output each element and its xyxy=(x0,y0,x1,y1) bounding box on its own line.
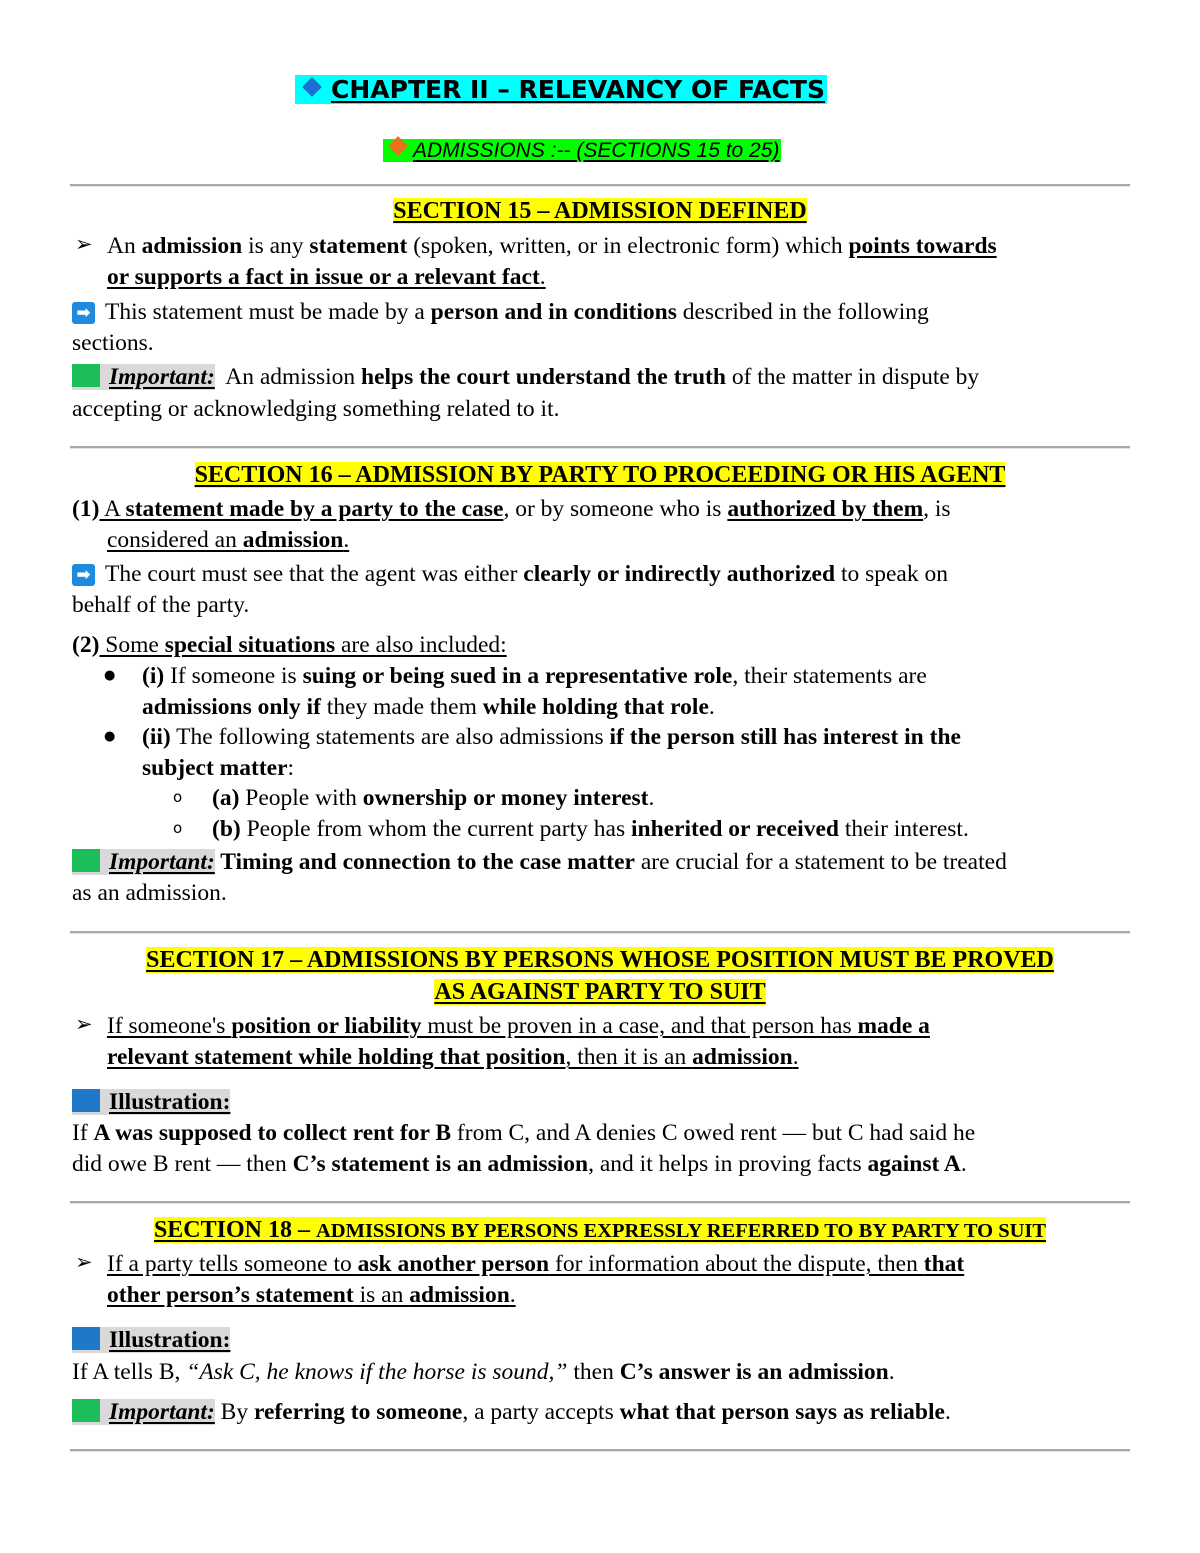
text-run: other person’s statement xyxy=(107,1282,354,1308)
text-run: The court must see that the agent was either xyxy=(105,561,524,587)
text-run: from C, and A denies C owed rent — but C had said he xyxy=(451,1120,976,1146)
section-18-heading xyxy=(70,1214,1130,1247)
important-label xyxy=(72,849,215,875)
text-run: Some xyxy=(99,632,165,658)
text-run: If A tells B, xyxy=(72,1359,187,1385)
text-run: admission xyxy=(242,527,344,553)
text-run: A was supposed to collect rent for B xyxy=(93,1120,452,1146)
text-run: authorized by them xyxy=(727,496,924,522)
text-run: , and it helps in proving facts xyxy=(588,1151,868,1177)
text-run: Important: xyxy=(109,849,215,875)
chapter-subtitle-text: ADMISSIONS :-- (SECTIONS 15 to 25) xyxy=(413,139,780,162)
text-run: . xyxy=(960,1151,967,1177)
text-run: position or liability xyxy=(231,1013,422,1039)
text-run: , or by someone who is xyxy=(503,496,728,522)
text-run: described in the following xyxy=(676,299,929,325)
s16-note-line2 xyxy=(72,590,249,621)
s16-important-line1 xyxy=(72,847,1007,878)
text-run: must be proven in a case, and that person has xyxy=(421,1013,858,1039)
text-run: accepting or acknowledging something related to it. xyxy=(72,396,560,422)
bullet-icon: ● xyxy=(104,668,116,683)
text-run: inherited or received xyxy=(631,816,839,842)
text-run: behalf of the party. xyxy=(72,592,250,618)
text-run: Illustration: xyxy=(109,1089,231,1115)
text-run: for information about the dispute, then xyxy=(549,1251,924,1277)
text-run: , their statements are xyxy=(732,663,927,689)
text-run: that xyxy=(923,1251,965,1277)
text-run: admissions only if xyxy=(142,694,321,720)
blue-diamond-icon xyxy=(302,77,322,97)
text-run: If someone is xyxy=(164,663,303,689)
text-run: while holding that role xyxy=(482,694,709,720)
arrow-bullet-icon: ➢ xyxy=(75,232,93,256)
text-run: By xyxy=(214,1399,254,1425)
chapter-title-text: CHAPTER II – RELEVANCY OF FACTS xyxy=(331,75,825,104)
text-run: sections. xyxy=(72,330,154,356)
text-run: Important: xyxy=(109,364,215,390)
green-square-icon xyxy=(72,1399,100,1422)
text-run: they made them xyxy=(320,694,483,720)
chapter-subtitle-highlight xyxy=(383,139,781,162)
right-arrow-icon: ➡ xyxy=(72,302,95,324)
text-run: of the matter in dispute by xyxy=(725,364,980,390)
text-run: did owe B rent — then xyxy=(72,1151,293,1177)
text-run: If xyxy=(72,1120,94,1146)
orange-diamond-icon xyxy=(388,136,408,156)
s16-clause1-line1 xyxy=(72,494,951,525)
text-run: are also included: xyxy=(335,632,507,658)
text-run: (1) xyxy=(72,496,100,522)
s15-important-line2 xyxy=(72,394,559,425)
text-run: “Ask C, he knows if the horse is sound,” xyxy=(186,1359,568,1385)
text-run: what that person says as reliable xyxy=(619,1399,945,1425)
s16-item-i-line2 xyxy=(142,692,715,723)
text-run: Important: xyxy=(109,1399,215,1425)
text-run: to speak on xyxy=(835,561,948,587)
bullet-icon: ● xyxy=(104,729,116,744)
text-run: . xyxy=(539,264,546,290)
s17-illustration-line1 xyxy=(72,1118,975,1149)
s17-text-line1 xyxy=(107,1011,930,1042)
text-run: as an admission. xyxy=(72,880,227,906)
text-run: admission xyxy=(692,1044,793,1070)
text-run: (a) xyxy=(212,785,240,811)
circle-bullet-icon: o xyxy=(173,819,183,837)
text-run: (spoken, written, or in electronic form) which xyxy=(407,233,849,259)
text-run: or supports a fact in issue or a relevant fact xyxy=(107,264,540,290)
text-run: . xyxy=(708,694,715,720)
s16-item-a xyxy=(212,783,654,814)
chapter-title-highlight xyxy=(295,75,827,104)
illustration-label xyxy=(72,1327,230,1353)
text-run: ADMISSIONS BY PERSONS EXPRESSLY REFERRED TO BY PARTY TO SUIT xyxy=(315,1220,1047,1242)
text-run: ownership or money interest xyxy=(362,785,649,811)
important-label xyxy=(72,1399,215,1425)
circle-bullet-icon: o xyxy=(173,788,183,806)
s18-text-line2 xyxy=(107,1280,516,1311)
s16-item-i-line1 xyxy=(142,661,927,692)
green-square-icon xyxy=(72,364,100,387)
text-run: is an xyxy=(353,1282,410,1308)
text-run: C’s statement is an admission xyxy=(292,1151,589,1177)
text-run: An admission xyxy=(214,364,362,390)
section-17-heading-line1 xyxy=(70,944,1130,976)
section-16-heading xyxy=(70,459,1130,491)
section-16-heading-text: SECTION 16 – ADMISSION BY PARTY TO PROCEEDING OR HIS AGENT xyxy=(194,462,1006,488)
text-run: . xyxy=(509,1282,516,1308)
divider xyxy=(70,446,1130,449)
text-run: SECTION 18 – xyxy=(153,1217,316,1243)
s16-item-b xyxy=(212,814,969,845)
text-run: made a xyxy=(857,1013,930,1039)
text-run: admission xyxy=(141,233,243,259)
text-run: (ii) xyxy=(142,724,171,750)
s16-item-ii-line1 xyxy=(142,722,961,753)
important-label xyxy=(72,364,215,390)
s16-clause2 xyxy=(72,630,507,661)
text-run: helps the court understand the truth xyxy=(361,364,726,390)
green-square-icon xyxy=(72,849,100,872)
text-run: person and in conditions xyxy=(430,299,677,325)
text-run: admission xyxy=(409,1282,510,1308)
text-run: if the person still has interest in the xyxy=(609,724,961,750)
text-run: then xyxy=(567,1359,620,1385)
illustration-label xyxy=(72,1089,230,1115)
divider xyxy=(70,1201,1130,1204)
text-run: , a party accepts xyxy=(462,1399,620,1425)
section-15-heading-text: SECTION 15 – ADMISSION DEFINED xyxy=(393,198,807,224)
text-run: special situations xyxy=(164,632,336,658)
divider xyxy=(70,1449,1130,1452)
text-run: ask another person xyxy=(357,1251,550,1277)
s16-note-line1 xyxy=(72,559,948,590)
text-run: Illustration: xyxy=(109,1327,231,1353)
text-run: (b) xyxy=(212,816,241,842)
s17-illustration-label xyxy=(72,1087,230,1118)
blue-square-icon xyxy=(72,1327,100,1350)
s15-definition-line2 xyxy=(107,262,546,293)
s17-illustration-line2 xyxy=(72,1149,967,1180)
s16-important-line2 xyxy=(72,878,227,909)
text-run: People from whom the current party has xyxy=(240,816,631,842)
section-17-heading-text-2: AS AGAINST PARTY TO SUIT xyxy=(434,979,766,1005)
text-run: . xyxy=(343,527,350,553)
text-run: against A xyxy=(867,1151,961,1177)
text-run: (2) xyxy=(72,632,100,658)
text-run: If a party tells someone to xyxy=(107,1251,358,1277)
text-run: C’s answer is an admission xyxy=(619,1359,889,1385)
divider xyxy=(70,931,1130,934)
text-run: An xyxy=(107,233,142,259)
text-run: is any xyxy=(242,233,310,259)
chapter-title xyxy=(295,72,827,108)
text-run: This statement must be made by a xyxy=(105,299,431,325)
text-run: . xyxy=(792,1044,799,1070)
s17-text-line2 xyxy=(107,1042,799,1073)
text-run: A xyxy=(99,496,126,522)
s15-note-line2 xyxy=(72,328,154,359)
section-15-heading xyxy=(70,195,1130,227)
s16-item-ii-line2 xyxy=(142,753,294,784)
text-run: : xyxy=(287,755,295,781)
s18-illustration-text xyxy=(72,1357,895,1388)
text-run: (i) xyxy=(142,663,165,689)
text-run: Timing and connection to the case matter xyxy=(214,849,635,875)
section-18-heading-highlight xyxy=(154,1217,1046,1243)
text-run: subject matter xyxy=(142,755,288,781)
s18-text-line1 xyxy=(107,1249,964,1280)
s15-important-line1 xyxy=(72,362,979,393)
text-run: referring to someone xyxy=(253,1399,463,1425)
text-run: their interest. xyxy=(838,816,969,842)
text-run: clearly or indirectly authorized xyxy=(523,561,836,587)
section-17-heading-line2 xyxy=(70,976,1130,1008)
text-run: . xyxy=(648,785,655,811)
text-run: are crucial for a statement to be treated xyxy=(634,849,1007,875)
text-run: People with xyxy=(239,785,363,811)
s15-note-line1 xyxy=(72,297,929,328)
text-run: statement xyxy=(309,233,408,259)
section-17-heading-text: SECTION 17 – ADMISSIONS BY PERSONS WHOSE POSITION MUST BE PROVED xyxy=(146,947,1054,973)
text-run: . xyxy=(888,1359,895,1385)
arrow-bullet-icon: ➢ xyxy=(75,1250,93,1274)
right-arrow-icon: ➡ xyxy=(72,564,95,586)
text-run: considered an xyxy=(107,527,243,553)
text-run: , is xyxy=(923,496,951,522)
s16-clause1-line2 xyxy=(107,525,349,556)
text-run: The following statements are also admissions xyxy=(170,724,610,750)
text-run: suing or being sued in a representative role xyxy=(302,663,733,689)
text-run: If someone's xyxy=(107,1013,232,1039)
text-run: , then it is an xyxy=(565,1044,693,1070)
text-run: statement made by a party to the case xyxy=(125,496,504,522)
s18-illustration-label xyxy=(72,1325,230,1356)
s15-definition-line1 xyxy=(107,231,997,262)
chapter-subtitle xyxy=(383,135,781,166)
blue-square-icon xyxy=(72,1089,100,1112)
text-run: . xyxy=(944,1399,951,1425)
s18-important xyxy=(72,1397,951,1428)
divider xyxy=(70,184,1130,187)
text-run: points towards xyxy=(848,233,997,259)
text-run: relevant statement while holding that position xyxy=(107,1044,566,1070)
arrow-bullet-icon: ➢ xyxy=(75,1012,93,1036)
